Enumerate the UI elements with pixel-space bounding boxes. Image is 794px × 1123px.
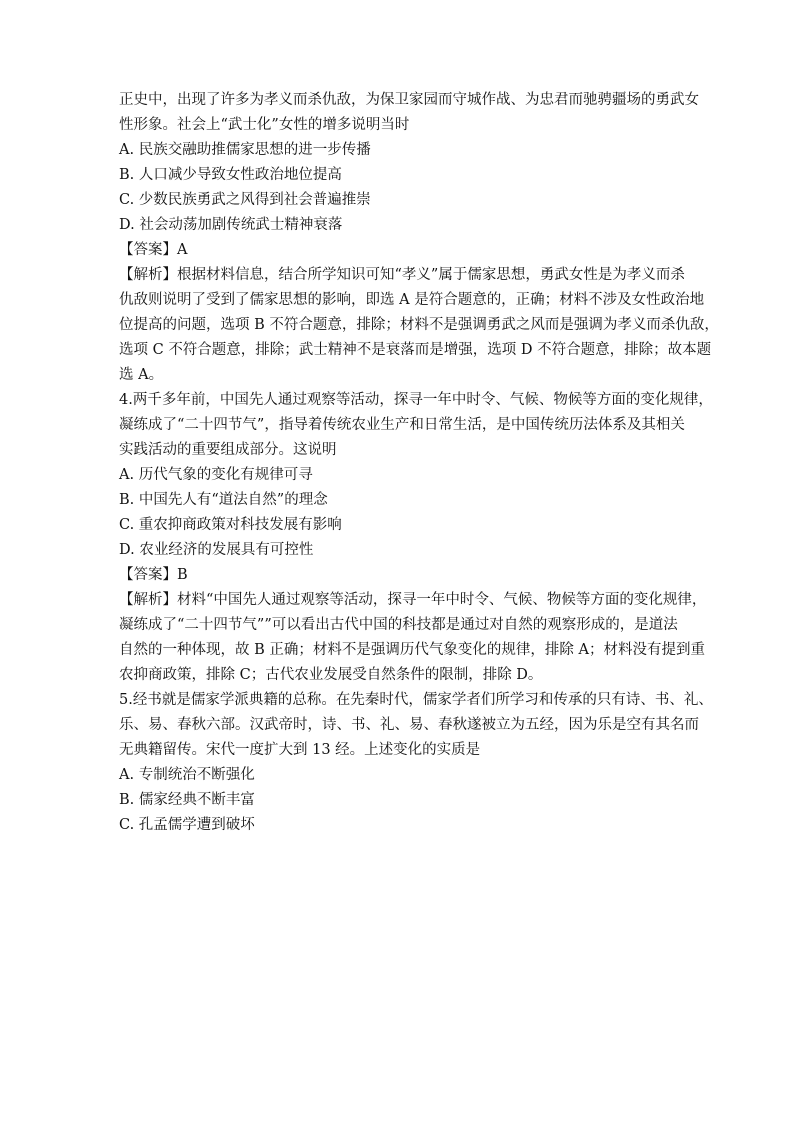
- question-stem-line: 实践活动的重要组成部分。这说明: [119, 442, 337, 458]
- question-stem-line: 乐、易、春秋六部。汉武帝时，诗、书、礼、易、春秋遂被立为五经，因为乐是空有其名而: [119, 717, 699, 733]
- option-c: C. 重农抑商政策对科技发展有影响: [119, 517, 342, 533]
- option-a: A. 民族交融助推儒家思想的进一步传播: [119, 142, 371, 158]
- question-stem-line: 无典籍留传。宋代一度扩大到 13 经。上述变化的实质是: [119, 742, 481, 758]
- analysis-line: 农抑商政策，排除 C；古代农业发展受自然条件的限制，排除 D。: [119, 667, 543, 683]
- option-a: A. 历代气象的变化有规律可寻: [119, 467, 313, 483]
- option-c: C. 孔孟儒学遭到破坏: [119, 817, 255, 833]
- question-stem-line: 4.两千多年前，中国先人通过观察等活动，探寻一年中时令、气候、物候等方面的变化规律，: [119, 392, 713, 408]
- analysis-line: 【解析】材料“中国先人通过观察等活动，探寻一年中时令、气候、物候等方面的变化规律，: [119, 592, 707, 608]
- analysis-line: 选 A。: [119, 367, 164, 383]
- question-stem-line: 性形象。社会上“武士化”女性的增多说明当时: [119, 117, 410, 133]
- option-b: B. 中国先人有“道法自然”的理念: [119, 492, 328, 508]
- answer-line: 【答案】B: [119, 567, 188, 583]
- question-4: [119, 388, 713, 688]
- question-stem-line: 正史中，出现了许多为孝义而杀仇敌，为保卫家园而守城作战、为忠君而驰骋疆场的勇武女: [119, 92, 699, 108]
- option-b: B. 儒家经典不断丰富: [119, 792, 255, 808]
- question-stem-line: 5.经书就是儒家学派典籍的总称。在先秦时代，儒家学者们所学习和传承的只有诗、书、礼、: [119, 692, 713, 708]
- analysis-line: 仇敌则说明了受到了儒家思想的影响，即选 A 是符合题意的，正确；材料不涉及女性政治地: [119, 292, 705, 308]
- option-a: A. 专制统治不断强化: [119, 767, 255, 783]
- option-b: B. 人口减少导致女性政治地位提高: [119, 167, 342, 183]
- option-d: D. 农业经济的发展具有可控性: [119, 542, 314, 558]
- option-d: D. 社会动荡加剧传统武士精神衰落: [119, 217, 343, 233]
- question-3: [119, 88, 719, 388]
- question-5: [119, 688, 713, 838]
- analysis-line: 位提高的问题，选项 B 不符合题意，排除；材料不是强调勇武之风而是强调为孝义而杀仇敌，: [119, 317, 719, 333]
- analysis-line: 自然的一种体现，故 B 正确；材料不是强调历代气象变化的规律，排除 A；材料没有提到重: [119, 642, 705, 658]
- answer-line: 【答案】A: [119, 242, 188, 258]
- question-stem-line: 凝练成了“二十四节气”，指导着传统农业生产和日常生活，是中国传统历法体系及其相关: [119, 417, 685, 433]
- analysis-line: 选项 C 不符合题意，排除；武士精神不是衰落而是增强，选项 D 不符合题意，排除；故本题: [119, 342, 712, 358]
- analysis-line: 【解析】根据材料信息，结合所学知识可知“孝义”属于儒家思想，勇武女性是为孝义而杀: [119, 267, 685, 283]
- analysis-line: 凝练成了“二十四节气””可以看出古代中国的科技都是通过对自然的观察形成的，是道法: [119, 617, 678, 633]
- document-page: [119, 88, 719, 838]
- option-c: C. 少数民族勇武之风得到社会普遍推崇: [119, 192, 371, 208]
